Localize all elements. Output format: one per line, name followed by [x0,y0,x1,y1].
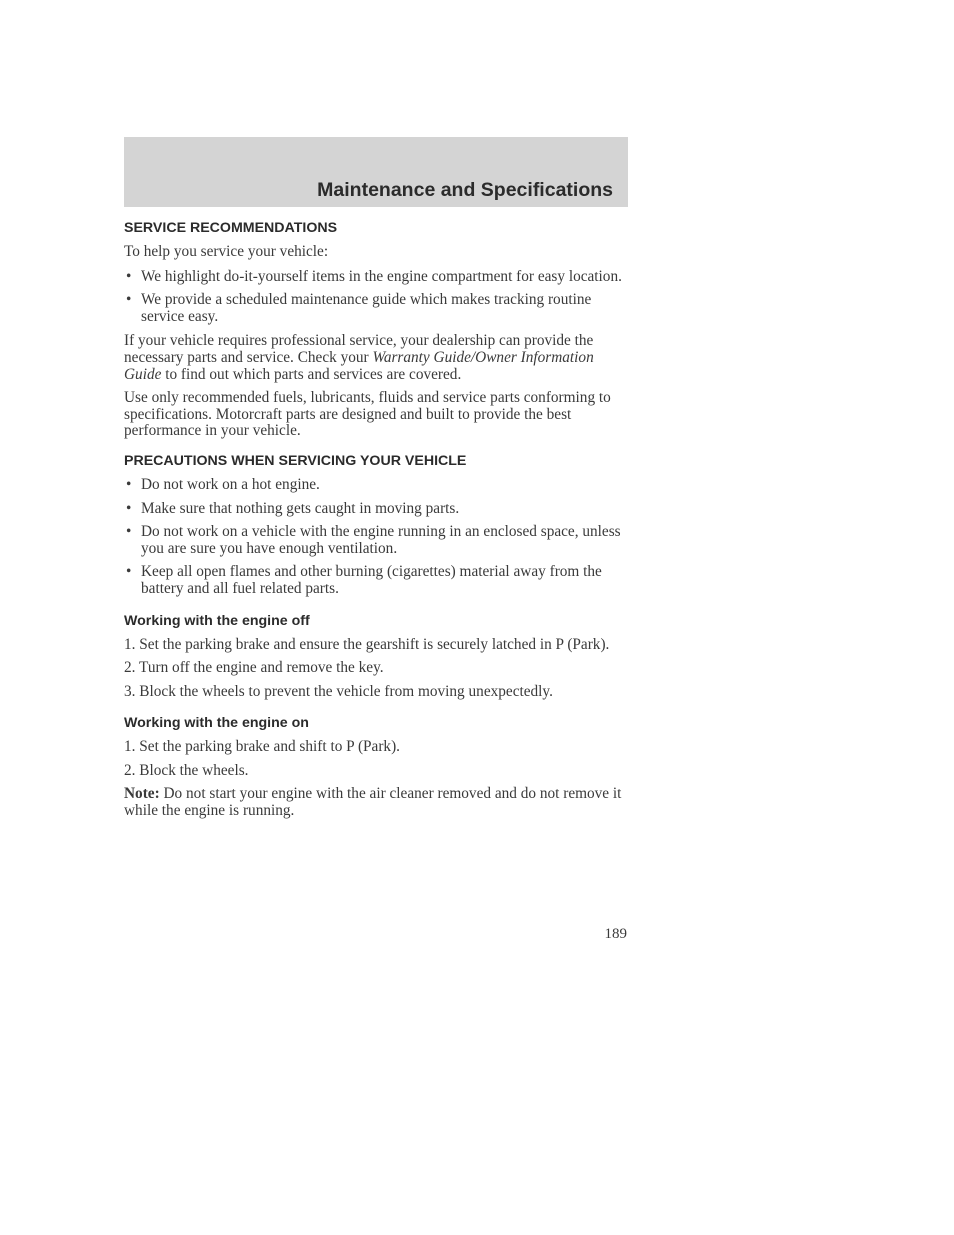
warranty-guide-reference: Warranty Guide/Owner Information Guide [124,348,594,383]
list-item [124,292,628,325]
note-paragraph [124,786,628,819]
engine-on-heading: Working with the engine on [124,715,309,732]
service-intro: To help you service your vehicle: [124,243,329,260]
list-item-text: Do not work on a hot engine. [141,475,320,493]
service-paragraph [124,333,628,383]
bullet-icon: • [126,563,132,581]
list-item-text: We provide a scheduled maintenance guide which makes tracking routine service easy. [141,291,592,325]
list-item [124,524,628,557]
page-content [124,220,628,820]
list-item-text: Keep all open flames and other burning (cigarettes) material away from the battery and all fuel related parts. [141,563,602,597]
list-item-text: Make sure that nothing gets caught in moving parts. [141,499,460,517]
engine-on-step: 2. Block the wheels. [124,761,249,779]
precautions-bullet-list [124,477,628,598]
list-item [124,477,628,494]
parts-paragraph: Use only recommended fuels, lubricants, fluids and service parts conforming to specifications. Motorcraft parts are designed and built to provide the best performance in your vehicle. [124,389,611,440]
bullet-icon: • [126,499,132,517]
list-item [124,501,628,518]
bullet-icon: • [126,523,132,541]
list-item [124,269,628,286]
bullet-icon: • [126,475,132,493]
engine-off-step: 3. Block the wheels to prevent the vehicle from moving unexpectedly. [124,682,553,700]
engine-off-step: 2. Turn off the engine and remove the key. [124,659,384,677]
header-band [124,137,628,207]
note-label: Note: [124,785,160,803]
service-recommendations-heading: SERVICE RECOMMENDATIONS [124,220,338,236]
list-item-text: We highlight do-it-yourself items in the engine compartment for easy location. [141,267,622,285]
list-item [124,564,628,597]
note-text: Do not start your engine with the air cleaner removed and do not remove it while the engine is running. [124,785,622,820]
list-item-text: Do not work on a vehicle with the engine running in an enclosed space, unless you are sure you have enough ventilation. [141,523,621,557]
bullet-icon: • [126,267,132,285]
page-title: Maintenance and Specifications [317,179,613,201]
precautions-heading: PRECAUTIONS WHEN SERVICING YOUR VEHICLE [124,452,467,469]
service-paragraph-text: to find out which parts and services are covered. [161,365,462,383]
engine-off-heading: Working with the engine off [124,612,310,629]
service-paragraph-text: If your vehicle requires professional service, your dealership can provide the necessary parts and service. Check your [124,332,594,366]
service-bullet-list [124,269,628,326]
page-number: 189 [604,926,627,942]
engine-off-step: 1. Set the parking brake and ensure the gearshift is securely latched in P (Park). [124,635,610,653]
engine-on-step: 1. Set the parking brake and shift to P (Park). [124,738,400,756]
bullet-icon: • [126,291,132,309]
